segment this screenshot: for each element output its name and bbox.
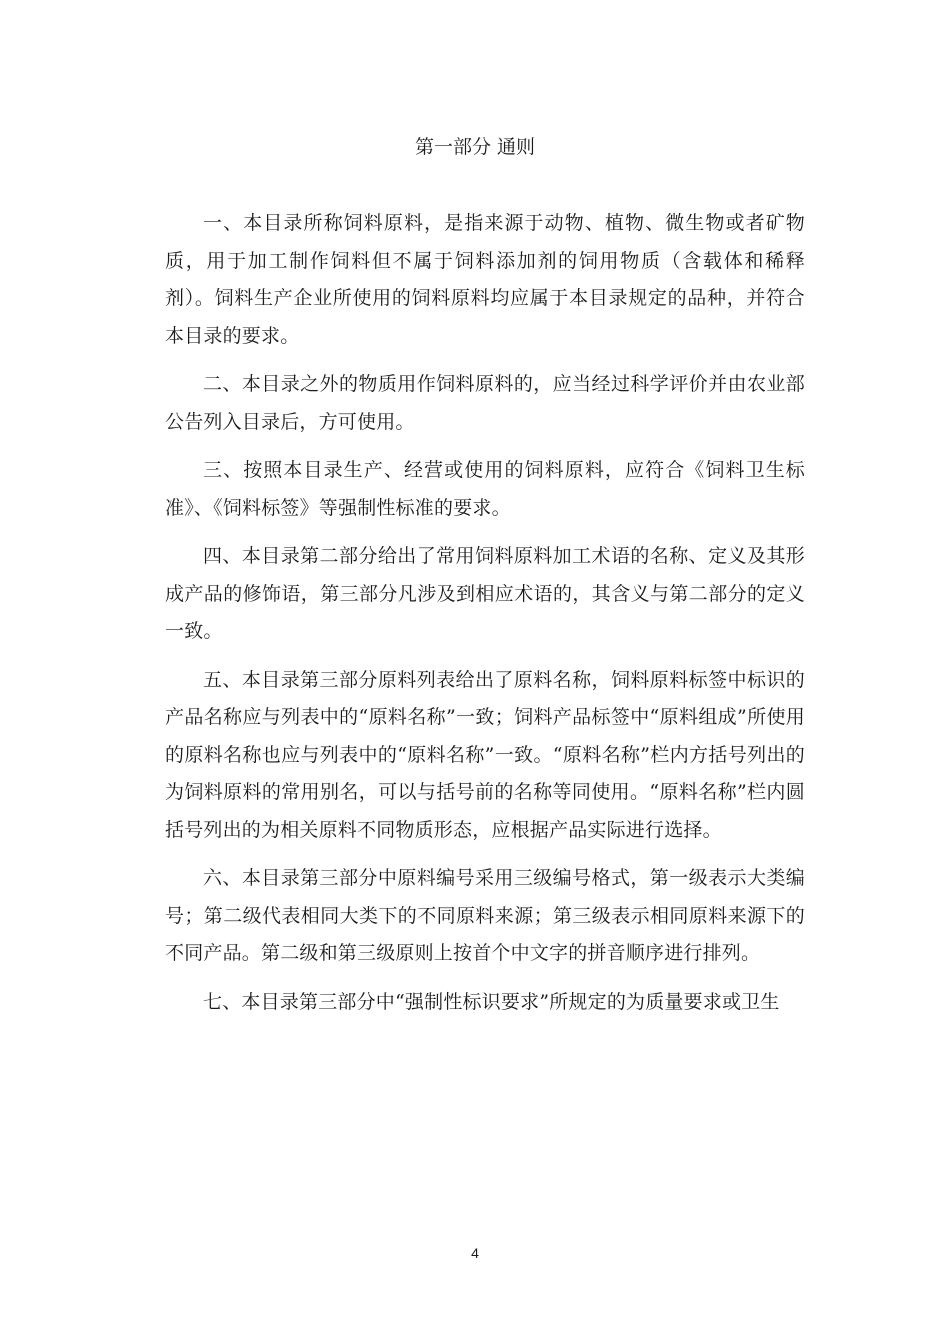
paragraph-6: 六、本目录第三部分中原料编号采用三级编号格式，第一级表示大类编号；第二级代表相同大类下的不同原料来源；第三级表示相同原料来源下的不同产品。第二级和第三级原则上按首个中文字的拼音顺序进行排列。	[165, 867, 805, 964]
paragraph-2: 二、本目录之外的物质用作饲料原料的，应当经过科学评价并由农业部公告列入目录后，方可使用。	[165, 373, 805, 433]
paragraph-3: 三、按照本目录生产、经营或使用的饲料原料，应符合《饲料卫生标准》、《饲料标签》等强制性标准的要求。	[165, 459, 805, 519]
document-body	[165, 205, 805, 1032]
section-heading: 第一部分 通则	[414, 136, 536, 158]
paragraph-1: 一、本目录所称饲料原料，是指来源于动物、植物、微生物或者矿物质，用于加工制作饲料但不属于饲料添加剂的饲用物质（含载体和稀释剂）。饲料生产企业所使用的饲料原料均应属于本目录规定的品种，并符合本目录的要求。	[165, 212, 805, 347]
page-number: 4	[471, 1245, 479, 1261]
paragraph-4: 四、本目录第二部分给出了常用饲料原料加工术语的名称、定义及其形成产品的修饰语，第三部分凡涉及到相应术语的，其含义与第二部分的定义一致。	[165, 545, 805, 642]
paragraph-7: 七、本目录第三部分中“强制性标识要求”所规定的为质量要求或卫生	[203, 990, 780, 1013]
paragraph-5: 五、本目录第三部分原料列表给出了原料名称，饲料原料标签中标识的产品名称应与列表中的“原料名称”一致；饲料产品标签中“原料组成”所使用的原料名称也应与列表中的“原料名称”一致。“原料名称”栏内方括号列出的为饲料原料的常用别名，可以与括号前的名称等同使用。“原料名称”栏内圆括号列出的为相关原料不同物质形态，应根据产品实际进行选择。	[165, 668, 805, 841]
